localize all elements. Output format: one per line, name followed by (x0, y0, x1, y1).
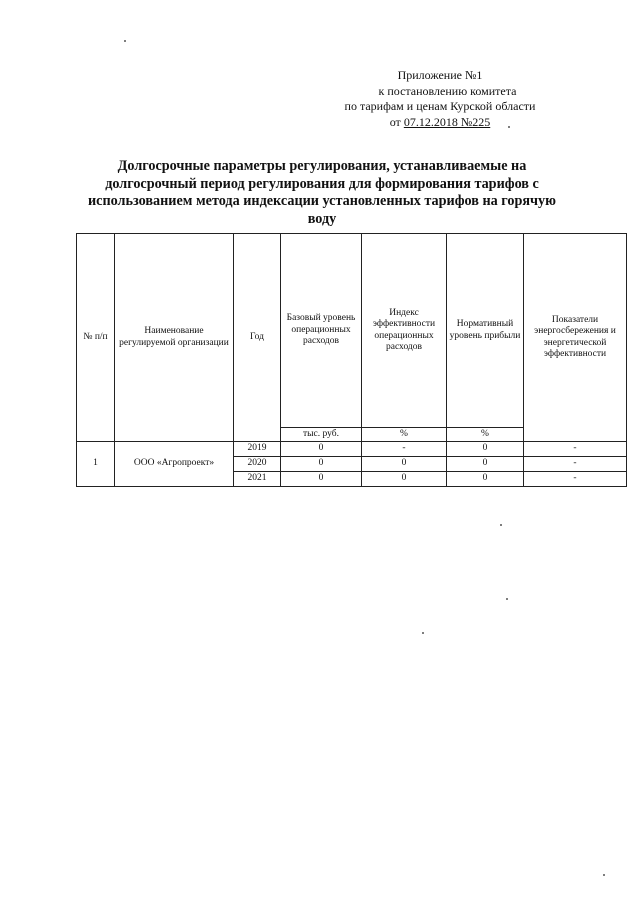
row-base: 0 (281, 442, 362, 457)
unit-index: % (362, 428, 447, 442)
row-profit: 0 (447, 457, 524, 472)
unit-profit: % (447, 428, 524, 442)
row-profit: 0 (447, 472, 524, 487)
row-index: 0 (362, 457, 447, 472)
appendix-number: Приложение №1 (397, 68, 483, 82)
scan-speck (603, 874, 605, 876)
scan-speck (508, 126, 510, 128)
org-number: 1 (77, 442, 115, 487)
row-year: 2021 (234, 472, 281, 487)
org-name: ООО «Агропроект» (115, 442, 234, 487)
header-base-costs: Базовый уровень операционных расходов (281, 234, 362, 428)
title-line: долгосрочный период регулирования для формирования тарифов с (105, 175, 539, 192)
scan-speck (500, 524, 502, 526)
scan-speck (124, 40, 126, 42)
row-index: 0 (362, 472, 447, 487)
row-year: 2019 (234, 442, 281, 457)
header-energy-efficiency: Показатели энергосбережения и энергетической эффективности (524, 234, 627, 442)
header-year: Год (234, 234, 281, 442)
header-profit-level: Нормативный уровень прибыли (447, 234, 524, 428)
header-num: № п/п (77, 234, 115, 442)
appendix-date-prefix: от (389, 114, 404, 129)
row-energy: - (524, 442, 627, 457)
unit-base: тыс. руб. (281, 428, 362, 442)
parameters-table (76, 233, 627, 487)
table-row (77, 442, 627, 457)
appendix-resolution: к постановлению комитета (378, 83, 517, 98)
document-title (62, 158, 582, 228)
appendix-date-line (300, 115, 580, 131)
row-energy: - (524, 472, 627, 487)
row-index: - (362, 442, 447, 457)
header-org: Наименование регулируемой организации (115, 234, 234, 442)
header-efficiency-index: Индекс эффективности операционных расходов (362, 234, 447, 428)
title-line: использованием метода индексации установленных тарифов на горячую (88, 193, 556, 209)
scan-speck (506, 598, 508, 600)
row-profit: 0 (447, 442, 524, 457)
appendix-header (300, 68, 580, 130)
table-header-row (77, 234, 627, 428)
row-year: 2020 (234, 457, 281, 472)
row-base: 0 (281, 457, 362, 472)
title-line: воду (307, 210, 337, 227)
scan-speck (422, 632, 424, 634)
appendix-committee: по тарифам и ценам Курской области (344, 99, 536, 113)
row-base: 0 (281, 472, 362, 487)
row-energy: - (524, 457, 627, 472)
title-line: Долгосрочные параметры регулирования, устанавливаемые на (117, 158, 527, 174)
appendix-date-value: 07.12.2018 №225 (403, 114, 491, 129)
